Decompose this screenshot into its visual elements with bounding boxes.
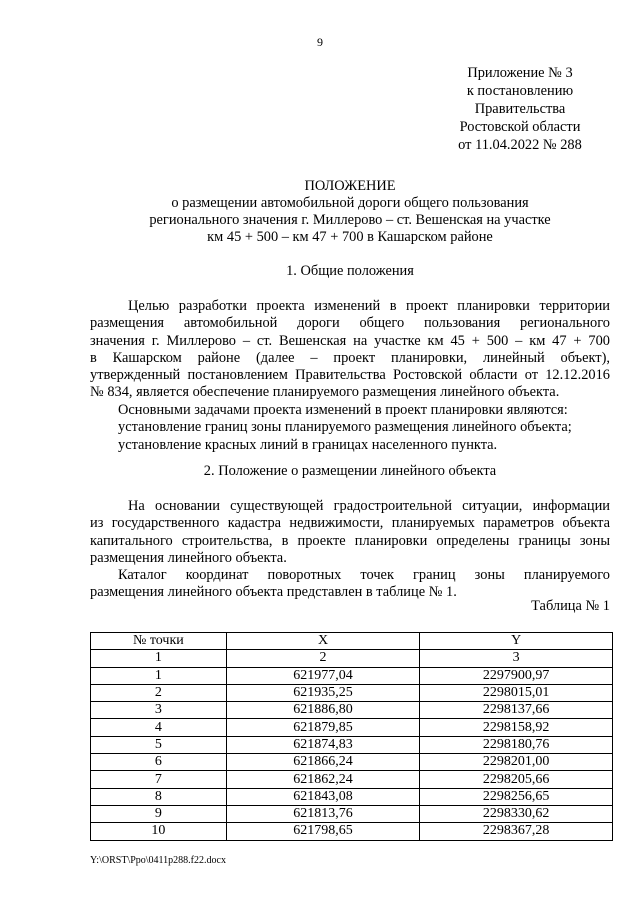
x-cell: 621886,80 — [226, 702, 420, 719]
text-line: Каталог координат поворотных точек границ зоны планируемого — [118, 567, 610, 583]
x-cell: 621977,04 — [226, 667, 420, 684]
title-line: о размещении автомобильной дороги общего пользования — [171, 195, 529, 211]
section-1-paragraph-1 — [90, 298, 610, 402]
y-cell: 2298330,62 — [420, 805, 613, 822]
appendix-header — [420, 64, 620, 154]
text-line: из государственного кадастра недвижимости, планируемых параметров объекта — [90, 515, 610, 532]
text-line: На основании существующей градостроительной ситуации, информации — [128, 498, 610, 514]
table-row — [91, 684, 613, 701]
appendix-line: к постановлению — [466, 83, 574, 99]
appendix-line: Правительства — [474, 101, 566, 117]
task-item: установление красных линий в границах населенного пункта. — [118, 436, 498, 453]
y-cell: 2298180,76 — [420, 736, 613, 753]
y-cell: 2298367,28 — [420, 823, 613, 840]
table-row — [91, 788, 613, 805]
y-cell: 2298256,65 — [420, 788, 613, 805]
text-line: Основными задачами проекта изменений в проект планировки являются: — [118, 402, 568, 418]
x-cell: 621843,08 — [226, 788, 420, 805]
y-cell: 2298201,00 — [420, 754, 613, 771]
y-cell: 2298015,01 — [420, 684, 613, 701]
title-heading: ПОЛОЖЕНИЕ — [304, 178, 396, 194]
section-1-heading: 1. Общие положения — [286, 263, 414, 279]
text-line: размещения линейного объекта представлен в таблице № 1. — [90, 584, 457, 601]
point-number-cell: 6 — [91, 754, 227, 771]
column-numbers-row — [91, 650, 613, 667]
text-line: Целью разработки проекта изменений в проект планировки территории — [128, 298, 610, 314]
page-number: 9 — [317, 35, 323, 49]
coordinates-table — [90, 632, 613, 841]
appendix-line: Приложение № 3 — [467, 65, 573, 81]
section-1-tasks — [90, 402, 610, 454]
task-item: установление границ зоны планируемого размещения линейного объекта; — [118, 419, 572, 436]
x-cell: 621935,25 — [226, 684, 420, 701]
point-number-cell: 3 — [91, 702, 227, 719]
x-cell: 621798,65 — [226, 823, 420, 840]
y-cell: 2298158,92 — [420, 719, 613, 736]
column-header-x: X — [226, 633, 420, 650]
point-number-cell: 10 — [91, 823, 227, 840]
y-cell: 2298137,66 — [420, 702, 613, 719]
point-number-cell: 7 — [91, 771, 227, 788]
table-row — [91, 702, 613, 719]
table-label: Таблица № 1 — [531, 598, 610, 614]
file-path-footer: Y:\ORST\Ppo\0411p288.f22.docx — [90, 855, 226, 866]
point-number-cell: 8 — [91, 788, 227, 805]
point-number-cell: 2 — [91, 684, 227, 701]
table-row — [91, 754, 613, 771]
x-cell: 621879,85 — [226, 719, 420, 736]
text-line: размещения линейного объекта. — [90, 549, 287, 566]
table-row — [91, 736, 613, 753]
column-number: 1 — [91, 650, 227, 667]
table-header-row — [91, 633, 613, 650]
table-row — [91, 823, 613, 840]
appendix-line: Ростовской области — [459, 119, 581, 135]
title-line: регионального значения г. Миллерово – ст. Вешенская на участке — [149, 212, 551, 228]
text-line: в Кашарском районе (далее – проект планировки, линейный объект), — [90, 349, 610, 366]
y-cell: 2298205,66 — [420, 771, 613, 788]
point-number-cell: 4 — [91, 719, 227, 736]
title-line: км 45 + 500 – км 47 + 700 в Кашарском районе — [207, 229, 493, 245]
text-line: значения г. Миллерово – ст. Вешенская на участке км 45 + 500 – км 47 + 700 — [90, 332, 610, 349]
x-cell: 621813,76 — [226, 805, 420, 822]
text-line: утвержденный постановлением Правительства Ростовской области от 12.12.2016 — [90, 367, 610, 384]
x-cell: 621874,83 — [226, 736, 420, 753]
section-2-heading: 2. Положение о размещении линейного объекта — [203, 463, 497, 479]
point-number-cell: 1 — [91, 667, 227, 684]
x-cell: 621862,24 — [226, 771, 420, 788]
point-number-cell: 5 — [91, 736, 227, 753]
y-cell: 2297900,97 — [420, 667, 613, 684]
document-title — [80, 178, 620, 246]
column-number: 2 — [226, 650, 420, 667]
table-row — [91, 719, 613, 736]
section-2-paragraph-1 — [90, 498, 610, 567]
column-number: 3 — [420, 650, 613, 667]
table-row — [91, 771, 613, 788]
appendix-line: от 11.04.2022 № 288 — [458, 137, 582, 153]
table-row — [91, 667, 613, 684]
text-line: размещения автомобильной дороги общего пользования регионального — [90, 315, 610, 332]
text-line: капитального строительства, в проекте планировки определены границы зоны — [90, 532, 610, 549]
section-2-paragraph-2 — [90, 567, 610, 602]
x-cell: 621866,24 — [226, 754, 420, 771]
column-header-point-number: № точки — [91, 633, 227, 650]
column-header-y: Y — [420, 633, 613, 650]
table-row — [91, 805, 613, 822]
point-number-cell: 9 — [91, 805, 227, 822]
text-line: № 834, является обеспечение планируемого размещения линейного объекта. — [90, 384, 560, 401]
